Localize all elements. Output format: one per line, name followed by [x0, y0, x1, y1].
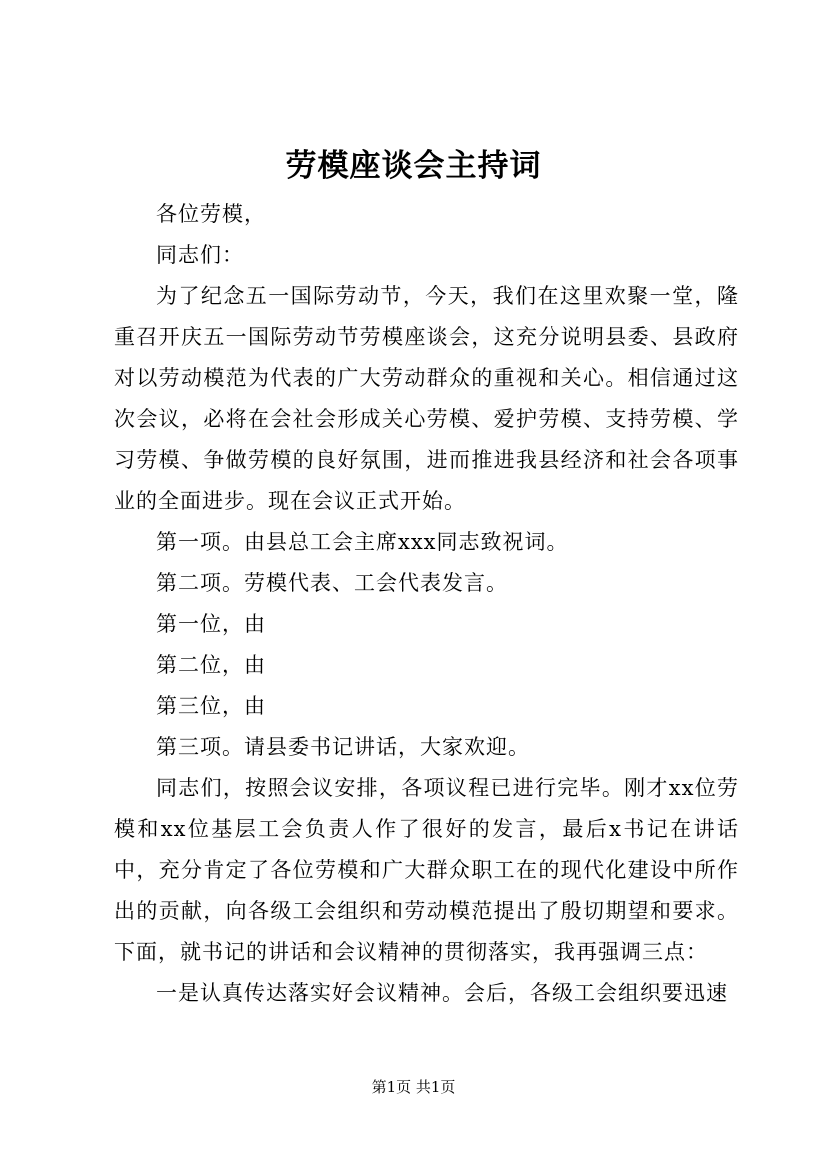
- page-number-footer: 第1页 共1页: [371, 1078, 456, 1096]
- speaker-item: 第二位，由: [156, 653, 266, 677]
- body-paragraph: 为了纪念五一国际劳动节，今天，我们在这里欢聚一堂，隆重召开庆五一国际劳动节劳模座谈会，这充分说明县委、县政府对以劳动模范为代表的广大劳动群众的重视和关心。相信通过这次会议，必将在会社会形成关心劳模、爱护劳模、支持劳模、学习劳模、争做劳模的良好氛围，进而推进我县经济和社会各项事业的全面进步。现在会议正式开始。: [114, 284, 739, 513]
- document-title: 劳模座谈会主持词: [285, 148, 542, 184]
- body-paragraph: 同志们，按照会议安排，各项议程已进行完毕。刚才xx位劳模和xx位基层工会负责人作了很好的发言，最后x书记在讲话中，充分肯定了各位劳模和广大群众职工在的现代化建设中所作出的贡献，向各级工会组织和劳动模范提出了殷切期望和要求。下面，就书记的讲话和会议精神的贯彻落实，我再强调三点：: [114, 776, 739, 964]
- speaker-item: 第一位，由: [156, 612, 266, 636]
- salutation-paragraph: 同志们：: [156, 243, 244, 267]
- salutation-paragraph: 各位劳模，: [156, 202, 266, 226]
- agenda-item: 第二项。劳模代表、工会代表发言。: [156, 571, 508, 595]
- body-paragraph: 一是认真传达落实好会议精神。会后，各级工会组织要迅速: [156, 981, 728, 1005]
- document-body: [114, 194, 739, 1014]
- agenda-item: 第一项。由县总工会主席xxx同志致祝词。: [156, 530, 569, 554]
- agenda-item: 第三项。请县委书记讲话，大家欢迎。: [156, 735, 530, 759]
- speaker-item: 第三位，由: [156, 694, 266, 718]
